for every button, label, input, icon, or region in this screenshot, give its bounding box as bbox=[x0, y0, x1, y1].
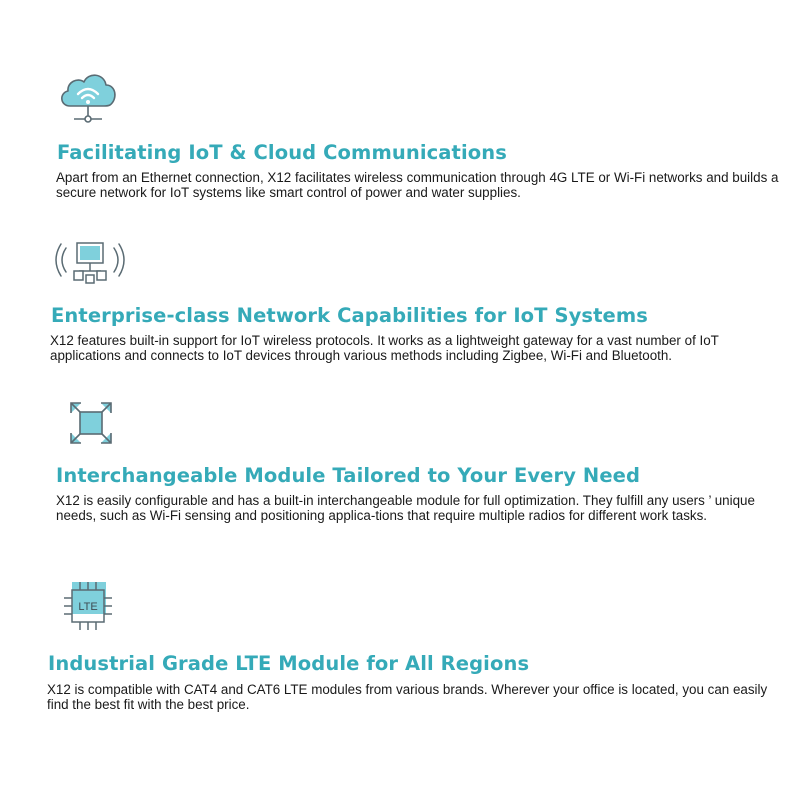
feature-title: Enterprise-class Network Capabilities for IoT Systems bbox=[51, 304, 648, 327]
module-expand-icon bbox=[68, 400, 114, 446]
feature-title: Interchangeable Module Tailored to Your Every Need bbox=[56, 464, 641, 487]
cloud-wifi-icon bbox=[56, 66, 120, 126]
feature-title: Facilitating IoT & Cloud Communications bbox=[57, 141, 507, 164]
feature-description: Apart from an Ethernet connection, X12 facilitates wireless communication through 4G LTE or Wi-Fi networks and builds a secure network for IoT systems like smart control of power and water supplies. bbox=[56, 170, 779, 200]
lte-chip-icon bbox=[62, 580, 114, 632]
chip-label: LTE bbox=[78, 601, 98, 613]
feature-title: Industrial Grade LTE Module for All Regions bbox=[48, 652, 530, 675]
feature-description: X12 is easily configurable and has a built-in interchangeable module for full optimization. They fulfill any users ’ unique needs, such as Wi-Fi sensing and positioning applica-tions that require multiple radios for different work tasks. bbox=[56, 493, 755, 523]
feature-description: X12 is compatible with CAT4 and CAT6 LTE modules from various brands. Wherever your office is located, you can easily find the best fit with the best price. bbox=[47, 682, 768, 712]
feature-description: X12 features built-in support for IoT wireless protocols. It works as a lightweight gateway for a vast number of IoT applications and connects to IoT devices through various methods including Zigbee, Wi-Fi and Bluetooth. bbox=[50, 333, 719, 363]
network-computer-icon bbox=[54, 238, 126, 288]
